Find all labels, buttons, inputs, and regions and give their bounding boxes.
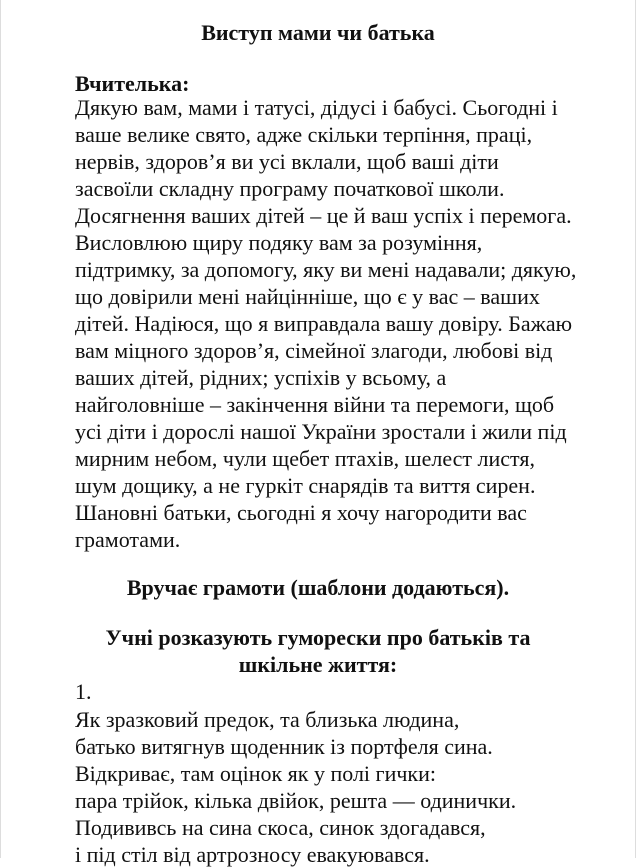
speech-line: засвоїли складну програму початкової школи. <box>75 176 505 201</box>
document-title: Виступ мами чи батька <box>201 20 435 45</box>
kids-heading-line: шкільне життя: <box>238 652 398 677</box>
speech-line: нервів, здоров’я ви усі вклали, щоб ваші діти <box>75 149 499 174</box>
poem-line: і під стіл від артрозносу евакуювався. <box>75 842 430 867</box>
speech-line: Досягнення ваших дітей – це й ваш успіх і перемога. <box>75 203 572 228</box>
speech-line: шум дощику, а не гуркіт снарядів та виття сирен. <box>75 473 536 498</box>
kids-heading-line: Учні розказують гуморески про батьків та <box>105 625 531 650</box>
speech-line: Дякую вам, мами і татусі, дідусі і бабусі. Сьогодні і <box>75 95 558 120</box>
speech-line: мирним небом, чули щебет птахів, шелест листя, <box>75 446 535 471</box>
speech-line: дітей. Надіюся, що я виправдала вашу довіру. Бажаю <box>75 311 573 336</box>
poem-line: пара трійок, кілька двійок, решта — одинички. <box>75 788 517 813</box>
speech-line: грамотами. <box>75 527 181 552</box>
speech-line: найголовніше – закінчення війни та перемоги, щоб <box>75 392 555 417</box>
poem-line: батько витягнув щоденник із портфеля сина. <box>75 734 493 759</box>
poem-line: Подививсь на сина скоса, синок здогадався, <box>75 815 486 840</box>
speech-line: усі діти і дорослі нашої України зростали і жили під <box>75 419 567 444</box>
speaker-label: Вчителька: <box>75 71 190 96</box>
speech-line: що довірили мені найцінніше, що є у вас – ваших <box>75 284 540 309</box>
speech-line: Шановні батьки, сьогодні я хочу нагородити вас <box>75 500 527 525</box>
awards-heading: Вручає грамоти (шаблони додаються). <box>126 575 510 600</box>
speech-line: ваше велике свято, адже скільки терпіння, праці, <box>75 122 533 147</box>
speech-line: вам міцного здоров’я, сімейної злагоди, любові від <box>75 338 553 363</box>
kids-heading <box>1 624 635 678</box>
poem-line: Відкриває, там оцінок як у полі гички: <box>75 761 436 786</box>
poem-line: Як зразковий предок, та близька людина, <box>75 707 460 732</box>
poem-number: 1. <box>75 679 92 704</box>
poem <box>75 706 615 868</box>
speech-line: підтримку, за допомогу, яку ви мені надавали; дякую, <box>75 257 577 282</box>
speech-line: Висловлюю щиру подяку вам за розуміння, <box>75 230 483 255</box>
speech-line: ваших дітей, рідних; успіхів у всьому, а <box>75 365 447 390</box>
teacher-speech <box>75 94 615 553</box>
